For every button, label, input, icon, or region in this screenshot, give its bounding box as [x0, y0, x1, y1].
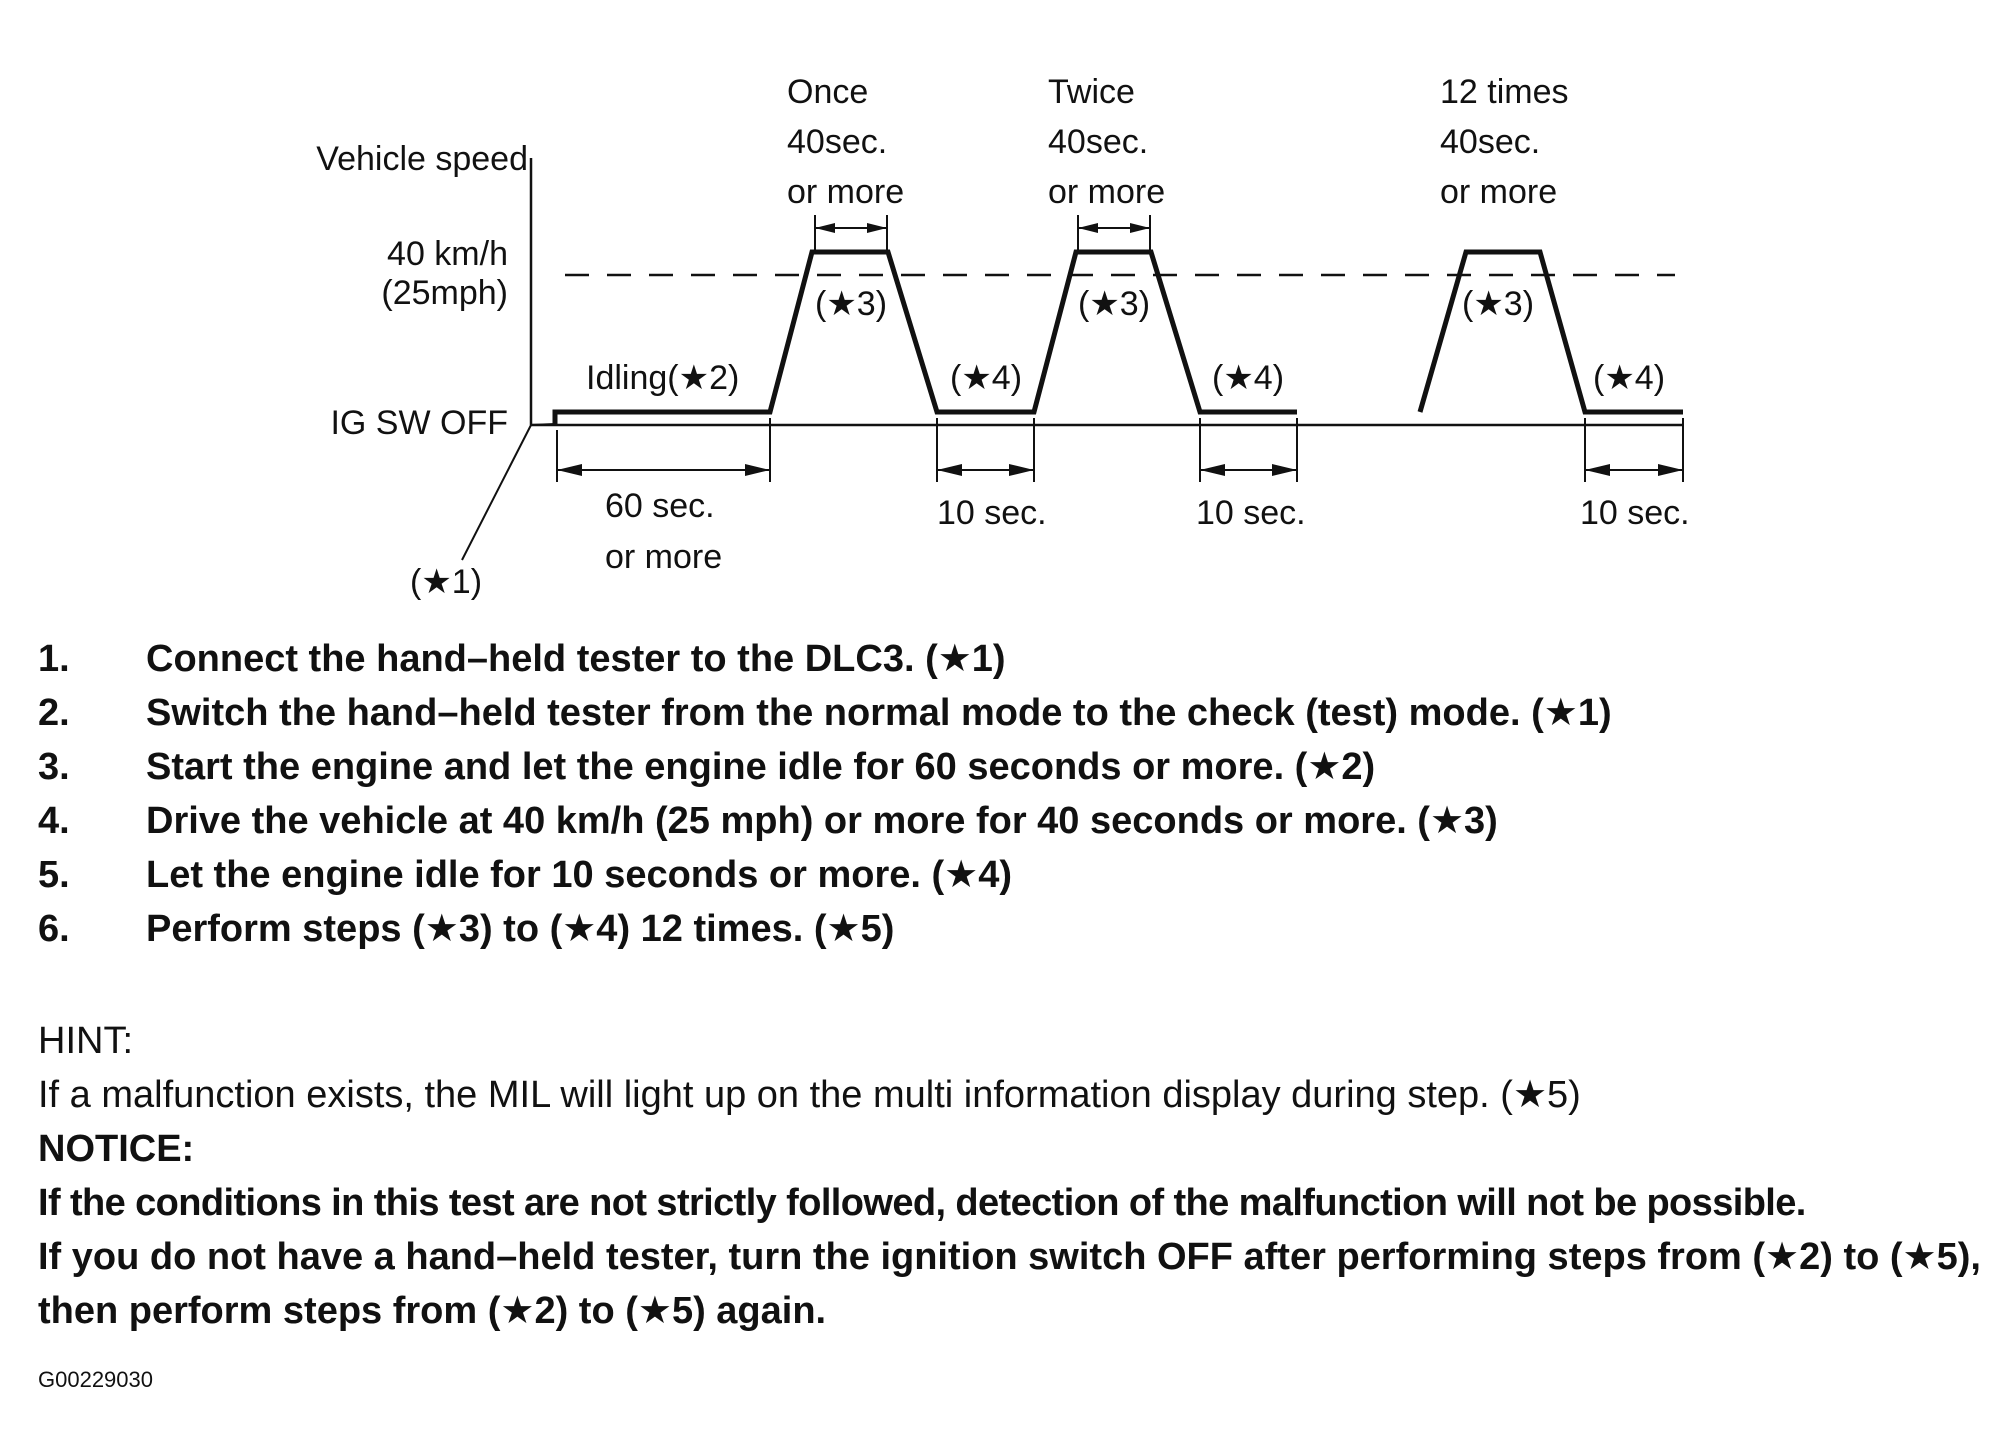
step-text: Switch the hand–held tester from the normal mode to the check (test) mode. (★1) — [146, 692, 1612, 734]
cycle-2-count-label: Twice — [1048, 73, 1135, 111]
cycle-2-drive-mark: (★3) — [1078, 285, 1151, 323]
step-number: 4. — [38, 800, 70, 842]
procedure-step — [38, 632, 1998, 686]
notice-label: NOTICE: — [38, 1128, 195, 1170]
hint-text: If a malfunction exists, the MIL will light up on the multi information display during step. (★5) — [38, 1074, 1581, 1116]
arrowhead — [745, 464, 770, 476]
arrowhead — [1130, 223, 1150, 233]
cycle-1-count-label: Once — [787, 73, 869, 111]
idle-60-time-label: 60 sec. — [605, 487, 715, 525]
speed-value-mph-label: (25mph) — [381, 274, 508, 312]
arrowhead — [1078, 223, 1098, 233]
notes-section — [38, 1014, 1998, 1338]
step-text: Drive the vehicle at 40 km/h (25 mph) or more for 40 seconds or more. (★3) — [146, 800, 1498, 842]
arrowhead — [815, 223, 835, 233]
cycle-12-time-label: 40sec. — [1440, 123, 1541, 161]
procedure-step — [38, 740, 1998, 794]
procedure-step — [38, 902, 1998, 956]
arrowhead — [1009, 464, 1034, 476]
hint-label: HINT: — [38, 1020, 133, 1062]
ig-sw-off-label: IG SW OFF — [330, 404, 508, 442]
cycle-1-time-label-2: or more — [787, 173, 905, 211]
cycle-12-idle-time-label: 10 sec. — [1580, 494, 1690, 532]
cycle-12-idle-mark: (★4) — [1593, 359, 1666, 397]
cycle-12-count-label: 12 times — [1440, 73, 1569, 111]
speed-waveform — [555, 252, 1297, 424]
figure-code: G00229030 — [38, 1367, 153, 1392]
step-text: Start the engine and let the engine idle for 60 seconds or more. (★2) — [146, 746, 1376, 788]
arrowhead — [1658, 464, 1683, 476]
cycle-1-idle-time-label: 10 sec. — [937, 494, 1047, 532]
procedure-step — [38, 686, 1998, 740]
arrowhead — [1585, 464, 1610, 476]
vehicle-speed-label: Vehicle speed — [316, 140, 528, 178]
idling-label: Idling(★2) — [586, 359, 740, 397]
arrowhead — [1200, 464, 1225, 476]
step-text: Connect the hand–held tester to the DLC3. (★1) — [146, 638, 1006, 680]
cycle-12-time-label-2: or more — [1440, 173, 1558, 211]
notice-text-2: If you do not have a hand–held tester, turn the ignition switch OFF after performing steps from (★2) to (★5), then perform steps from (★2) to (★5) again. — [38, 1236, 1981, 1332]
cycle-2-idle-time-label: 10 sec. — [1196, 494, 1306, 532]
step-number: 1. — [38, 638, 70, 680]
cycle-12-drive-mark: (★3) — [1462, 285, 1535, 323]
step-number: 3. — [38, 746, 70, 788]
idle-60-time-label-2: or more — [605, 538, 723, 576]
star1-leader-line — [462, 424, 555, 560]
step-text: Let the engine idle for 10 seconds or more. (★4) — [146, 854, 1013, 896]
procedure-step — [38, 794, 1998, 848]
step-number: 2. — [38, 692, 70, 734]
cycle-1-idle-mark: (★4) — [950, 359, 1023, 397]
arrowhead — [557, 464, 582, 476]
notice-text: If the conditions in this test are not strictly followed, detection of the malfunction will not be possible. — [38, 1182, 1806, 1224]
arrowhead — [867, 223, 887, 233]
drive-pattern-diagram — [0, 0, 2011, 610]
arrowhead — [937, 464, 962, 476]
step-text: Perform steps (★3) to (★4) 12 times. (★5) — [146, 908, 895, 950]
speed-value-label: 40 km/h — [387, 235, 508, 273]
procedure-step — [38, 848, 1998, 902]
cycle-2-idle-mark: (★4) — [1212, 359, 1285, 397]
step-number: 6. — [38, 908, 70, 950]
cycle-2-time-label-2: or more — [1048, 173, 1166, 211]
cycle-1-time-label: 40sec. — [787, 123, 888, 161]
star1-label: (★1) — [410, 563, 483, 601]
procedure-steps — [38, 632, 1998, 956]
cycle-2-time-label: 40sec. — [1048, 123, 1149, 161]
arrowhead — [1272, 464, 1297, 476]
cycle-1-drive-mark: (★3) — [815, 285, 888, 323]
step-number: 5. — [38, 854, 70, 896]
